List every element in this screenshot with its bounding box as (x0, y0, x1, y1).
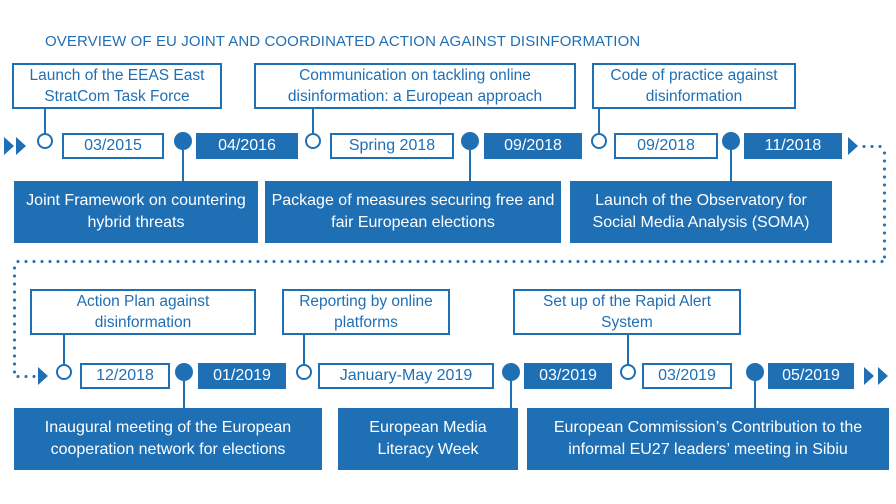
connector-line (182, 150, 184, 182)
connector-line (730, 150, 732, 182)
milestone-label: Reporting by online platforms (282, 289, 450, 335)
milestone-date: 03/2019 (524, 363, 612, 389)
continuation-dots (13, 264, 16, 378)
milestone-label: Inaugural meeting of the European cooperation network for elections (14, 408, 322, 470)
start-arrow-icon (16, 137, 26, 155)
milestone-marker (722, 132, 740, 150)
milestone-date: 11/2018 (744, 133, 842, 159)
continuation-dots (860, 145, 886, 148)
milestone-label: European Commission’s Contribution to the informal EU27 leaders’ meeting in Sibiu (527, 408, 889, 470)
milestone-date: 12/2018 (80, 363, 170, 389)
milestone-marker (746, 363, 764, 381)
milestone-label: Launch of the EEAS East StratCom Task Force (12, 63, 222, 109)
connector-line (510, 381, 512, 409)
continue-arrow-icon (38, 367, 48, 385)
milestone-date: 05/2019 (768, 363, 854, 389)
continuation-dots (14, 375, 36, 378)
milestone-label: Package of measures securing free and fair European elections (265, 181, 561, 243)
milestone-date: 09/2018 (484, 133, 582, 159)
milestone-marker (620, 364, 636, 380)
milestone-label: Action Plan against disinformation (30, 289, 256, 335)
start-arrow-icon (4, 137, 14, 155)
milestone-label: Communication on tackling online disinformation: a European approach (254, 63, 576, 109)
connector-line (627, 335, 629, 365)
connector-line (303, 335, 305, 365)
milestone-date: January-May 2019 (318, 363, 494, 389)
connector-line (469, 150, 471, 182)
page-title: OVERVIEW OF EU JOINT AND COORDINATED ACTION AGAINST DISINFORMATION (45, 33, 641, 50)
milestone-label: European Media Literacy Week (338, 408, 518, 470)
milestone-marker (37, 133, 53, 149)
continue-arrow-icon (848, 137, 858, 155)
milestone-marker (502, 363, 520, 381)
connector-line (754, 381, 756, 409)
connector-line (183, 381, 185, 409)
milestone-date: 04/2016 (196, 133, 298, 159)
milestone-marker (461, 132, 479, 150)
continuation-dots (14, 260, 886, 263)
milestone-marker (56, 364, 72, 380)
milestone-marker (175, 363, 193, 381)
milestone-date: 09/2018 (614, 133, 718, 159)
connector-line (44, 109, 46, 134)
end-arrow-icon (878, 367, 888, 385)
milestone-label: Launch of the Observatory for Social Media Analysis (SOMA) (570, 181, 832, 243)
milestone-date: 01/2019 (198, 363, 286, 389)
milestone-marker (296, 364, 312, 380)
milestone-label: Set up of the Rapid Alert System (513, 289, 741, 335)
milestone-marker (174, 132, 192, 150)
end-arrow-icon (864, 367, 874, 385)
milestone-date: 03/2015 (62, 133, 164, 159)
connector-line (598, 109, 600, 134)
connector-line (63, 335, 65, 365)
milestone-marker (305, 133, 321, 149)
connector-line (312, 109, 314, 134)
milestone-label: Joint Framework on countering hybrid threats (14, 181, 258, 243)
milestone-date: 03/2019 (642, 363, 732, 389)
milestone-marker (591, 133, 607, 149)
milestone-label: Code of practice against disinformation (592, 63, 796, 109)
milestone-date: Spring 2018 (330, 133, 454, 159)
continuation-dots (883, 149, 886, 261)
